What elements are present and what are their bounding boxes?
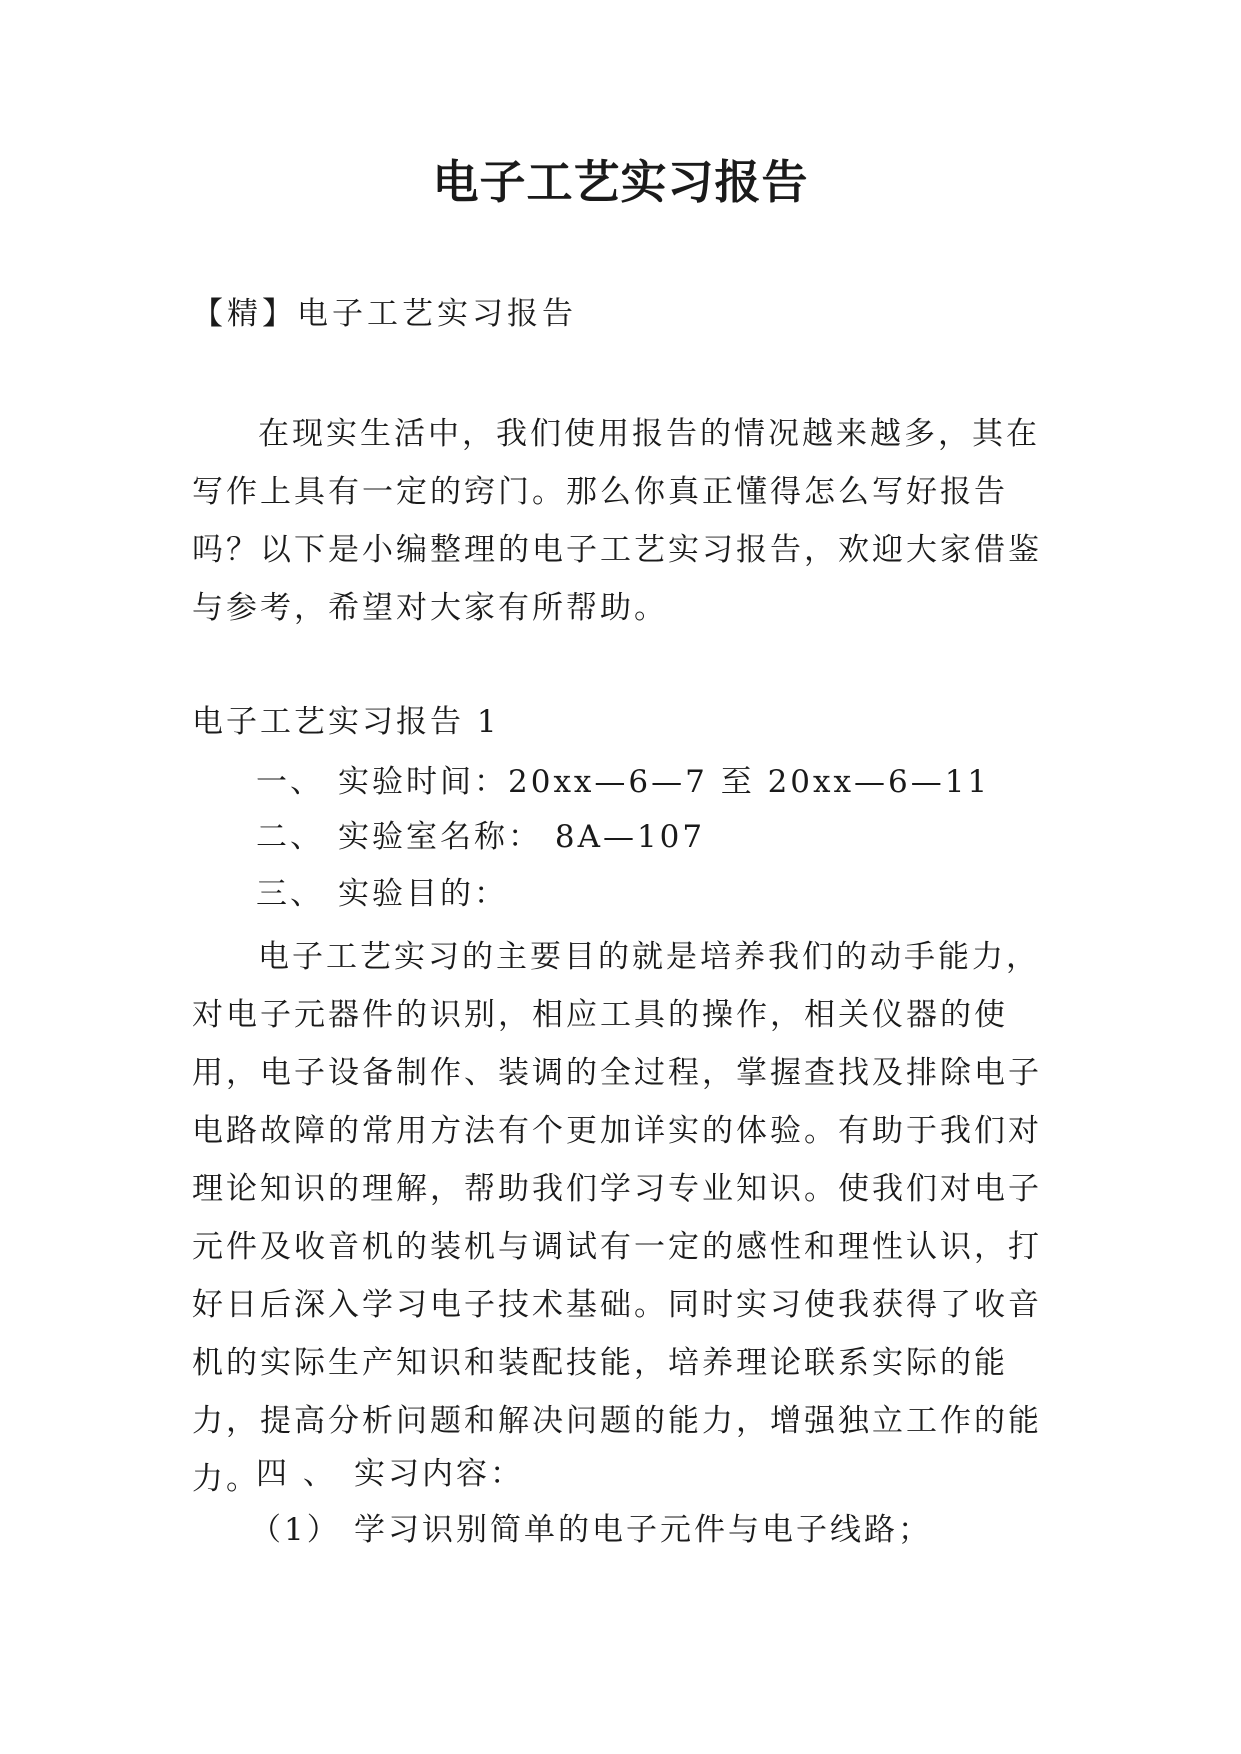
list-item-text: 学习识别简单的电子元件与电子线路； <box>354 1512 932 1548</box>
list-item-lab-name <box>256 815 705 859</box>
list-item-number: （1） <box>250 1512 341 1548</box>
list-item-number: 三、 <box>256 876 324 912</box>
document-subtitle: 【精】电子工艺实习报告 <box>192 296 577 332</box>
list-item-purpose-heading <box>256 872 508 916</box>
list-item-text: 实习内容： <box>354 1456 524 1492</box>
list-item-content-heading <box>256 1452 524 1496</box>
list-item-text: 实验室名称： 8A—107 <box>338 819 706 855</box>
section-title: 电子工艺实习报告 1 <box>192 704 500 740</box>
list-item-number: 二、 <box>256 819 324 855</box>
intro-paragraph: 在现实生活中，我们使用报告的情况越来越多，其在写作上具有一定的窍门。那么你真正懂得怎么写好报告吗？以下是小编整理的电子工艺实习报告，欢迎大家借鉴与参考，希望对大家有所帮助。 <box>192 416 1042 626</box>
list-item-number: 四 、 <box>256 1456 337 1492</box>
list-item-text: 实验时间：20xx—6—7 至 20xx—6—11 <box>338 764 991 800</box>
list-item-experiment-time <box>256 760 990 804</box>
document-title: 电子工艺实习报告 <box>432 155 809 209</box>
list-item-text: 实验目的： <box>338 876 508 912</box>
purpose-paragraph: 电子工艺实习的主要目的就是培养我们的动手能力，对电子元器件的识别，相应工具的操作，相关仪器的使用，电子设备制作、装调的全过程，掌握查找及排除电子电路故障的常用方法有个更加详实的体验。有助于我们对理论知识的理解，帮助我们学习专业知识。使我们对电子元件及收音机的装机与调试有一定的感性和理性认识，打好日后深入学习电子技术基础。同时实习使我获得了收音机的实际生产知识和装配技能，培养理论联系实际的能力，提高分析问题和解决问题的能力，增强独立工作的能力。 <box>192 939 1042 1497</box>
list-item-content-1 <box>250 1508 932 1552</box>
list-item-number: 一、 <box>256 764 324 800</box>
